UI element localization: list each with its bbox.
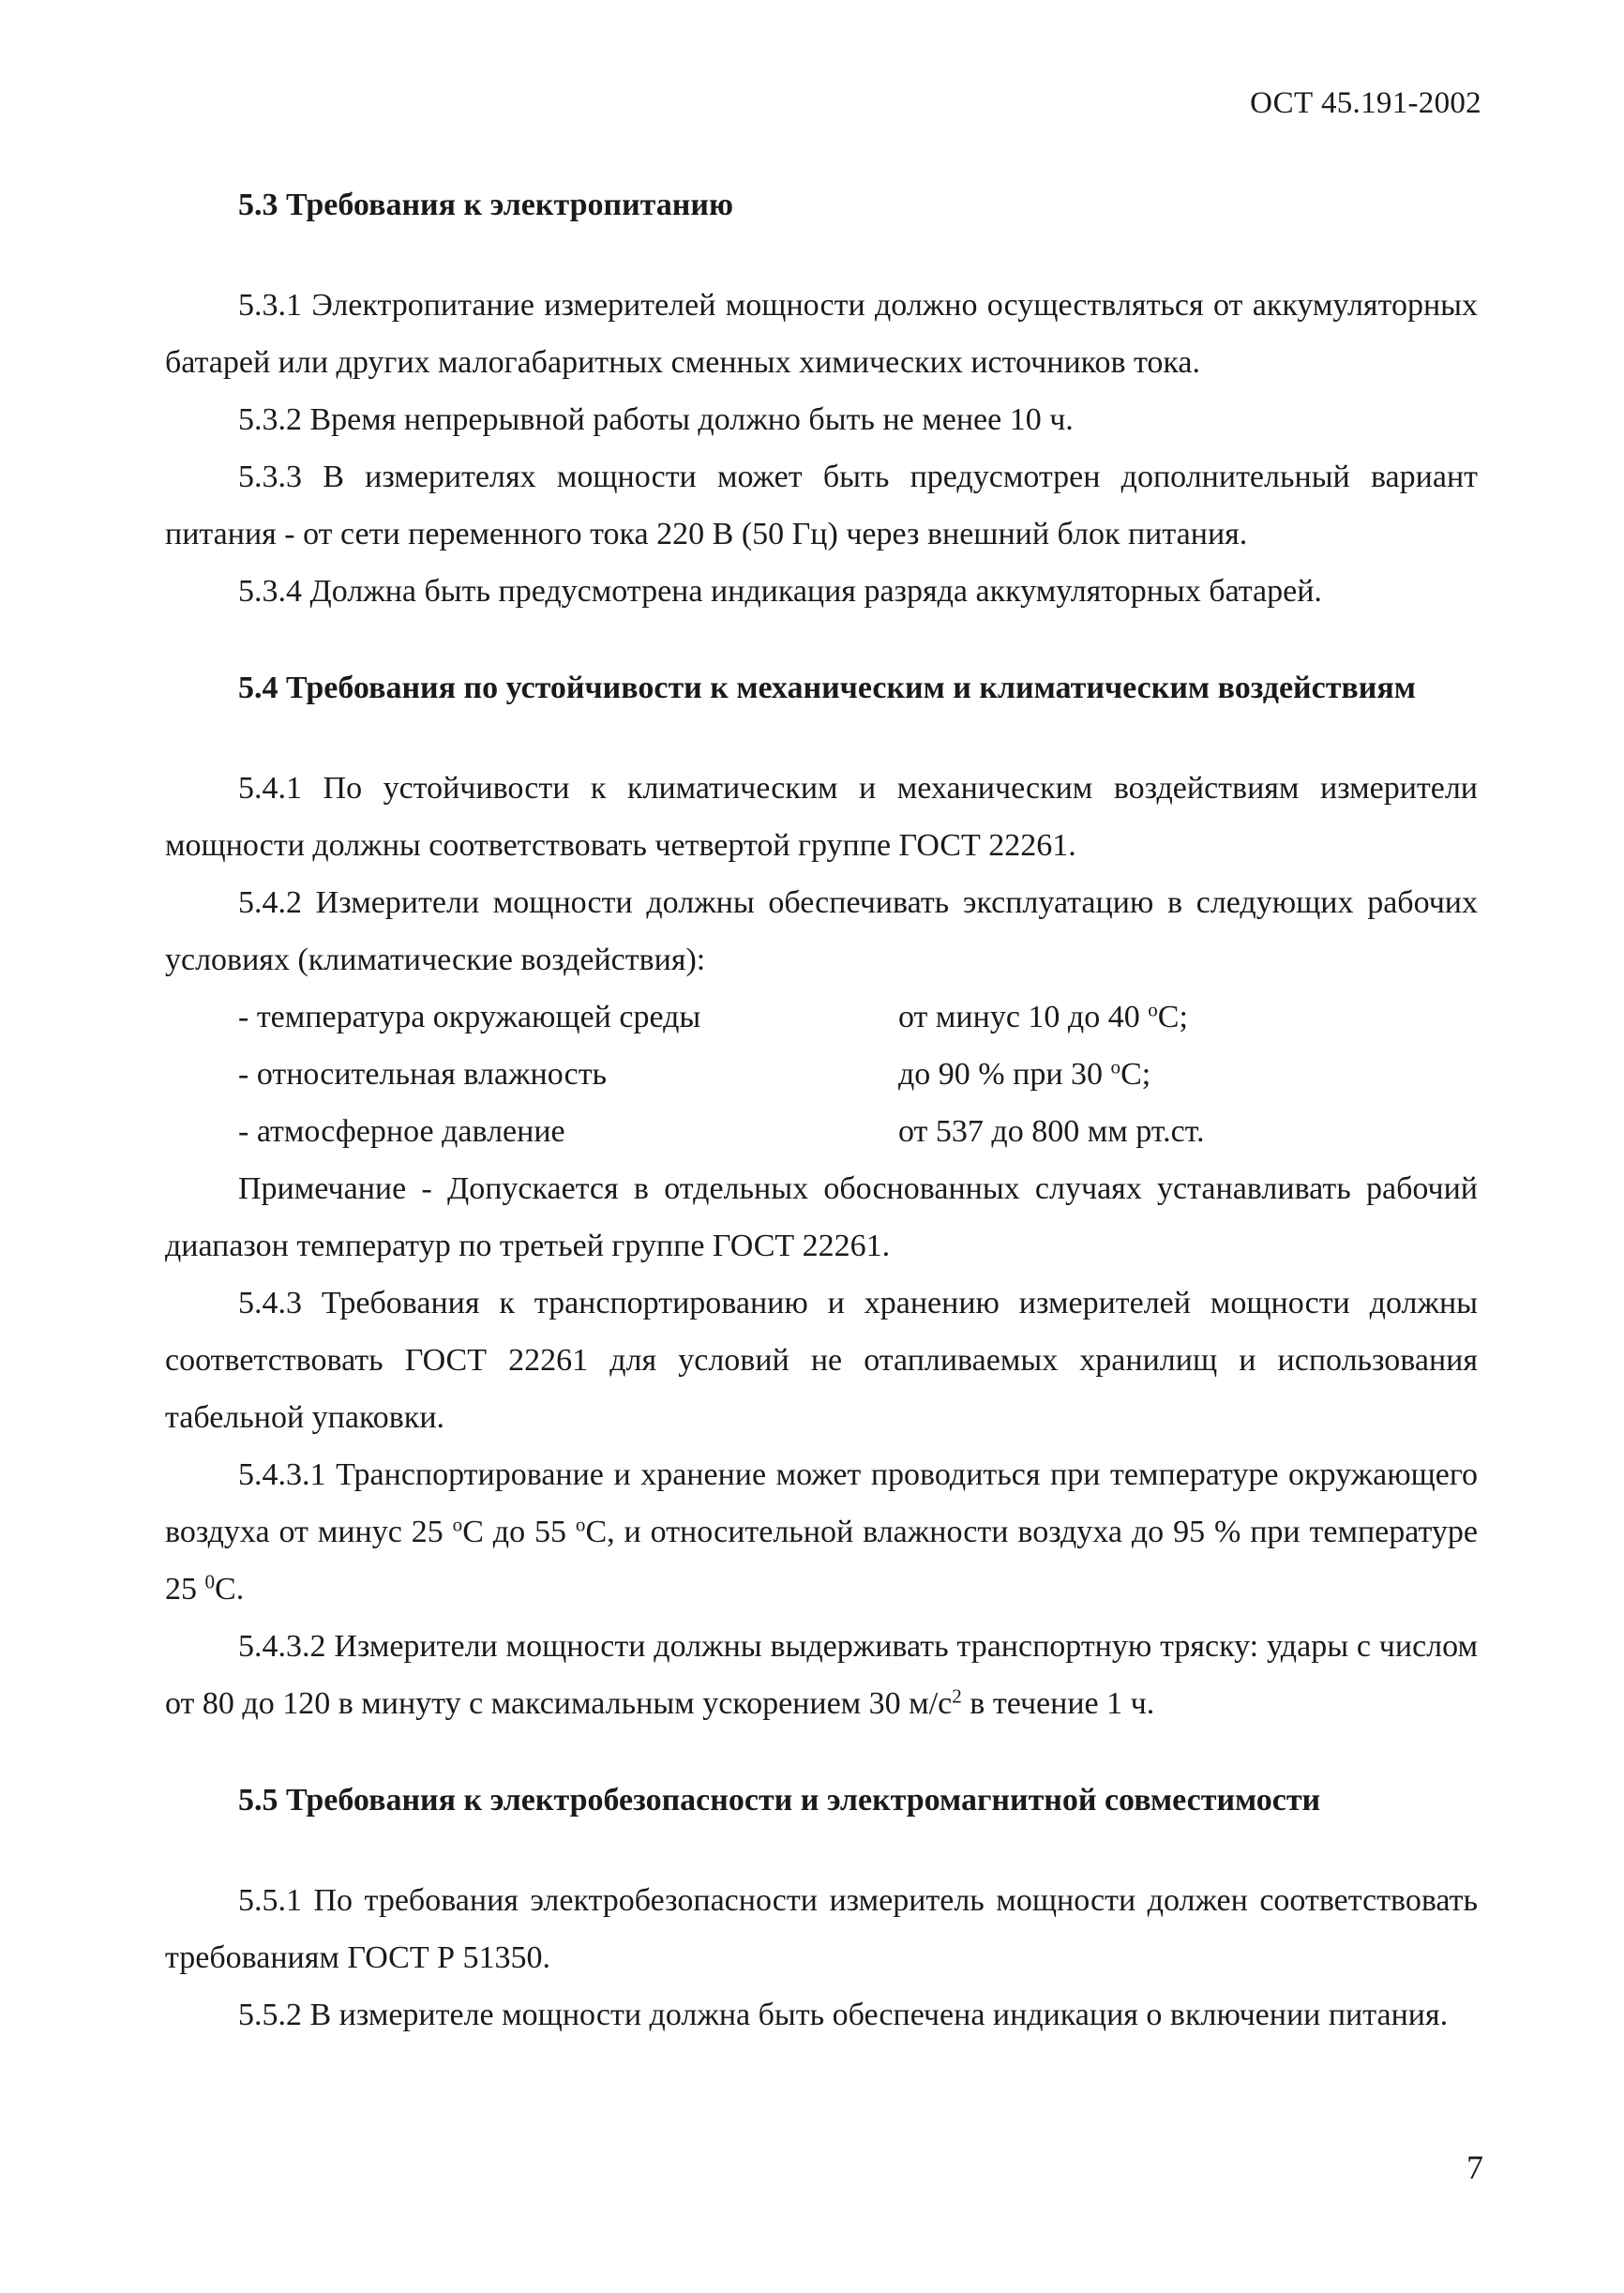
condition-row-temperature	[238, 988, 1478, 1046]
condition-row-humidity	[238, 1046, 1478, 1103]
condition-value: до 90 % при 30 $^o$С;	[898, 1055, 1151, 1092]
paragraph-5-5-2: 5.5.2 В измерителе мощности должна быть обеспечена индикация о включении питания.	[238, 1998, 1449, 2032]
paragraph-5-4-3: 5.4.3 Требования к транспортированию и хранению измерителей мощности должны соответствовать ГОСТ 22261 для условий не отапливаемых хранилищ и использования табельной упаковки.	[165, 1286, 1478, 1435]
paragraph-5-3-3: 5.3.3 В измерителях мощности может быть предусмотрен дополнительный вариант питания - от сети переменного тока 220 В (50 Гц) через внешний блок питания.	[165, 460, 1478, 551]
section-gap	[165, 620, 1478, 659]
condition-name: - атмосферное давление	[238, 1114, 565, 1149]
section-gap	[165, 1732, 1478, 1772]
paragraph-5-4-2: 5.4.2 Измерители мощности должны обеспечивать эксплуатацию в следующих рабочих условиях (климатические воздействия):	[165, 885, 1478, 977]
condition-row-pressure	[238, 1103, 1478, 1160]
document-code: ОСТ 45.191-2002	[1250, 86, 1481, 120]
page-number: 7	[1466, 2149, 1483, 2186]
condition-name: - температура окружающей среды	[238, 1000, 701, 1034]
paragraph-5-4-3-1: 5.4.3.1 Транспортирование и хранение может проводиться при температуре окружающего воздуха от минус 25 $^o$С до 55 $^o$С, и относительной влажности воздуха до 95 % при температуре 25 $^0$С.	[165, 1457, 1478, 1607]
section-5-4-heading: 5.4 Требования по устойчивости к механическим и климатическим воздействиям	[238, 671, 1416, 705]
section-5-3-heading: 5.3 Требования к электропитанию	[238, 188, 733, 222]
note-paragraph: Примечание - Допускается в отдельных обоснованных случаях устанавливать рабочий диапазон температур по третьей группе ГОСТ 22261.	[165, 1171, 1478, 1263]
paragraph-5-4-1: 5.4.1 По устойчивости к климатическим и механическим воздействиям измерители мощности должны соответствовать четвертой группе ГОСТ 22261.	[165, 771, 1478, 863]
paragraph-5-3-1: 5.3.1 Электропитание измерителей мощности должно осуществляться от аккумуляторных батарей или других малогабаритных сменных химических источников тока.	[165, 288, 1478, 380]
paragraph-5-3-4: 5.3.4 Должна быть предусмотрена индикация разряда аккумуляторных батарей.	[238, 574, 1322, 609]
condition-value: от минус 10 до 40 $^o$С;	[898, 998, 1188, 1034]
section-5-5-heading: 5.5 Требования к электробезопасности и электромагнитной совместимости	[238, 1783, 1321, 1818]
condition-name: - относительная влажность	[238, 1057, 608, 1092]
page-content	[165, 176, 1478, 2044]
paragraph-5-4-3-2: 5.4.3.2 Измерители мощности должны выдерживать транспортную тряску: удары с числом от 80 до 120 в минуту с максимальным ускорением 30 $м/с^2$ в течение 1 ч.	[165, 1629, 1478, 1721]
paragraph-5-3-2: 5.3.2 Время непрерывной работы должно быть не менее 10 ч.	[238, 402, 1074, 437]
paragraph-5-5-1: 5.5.1 По требования электробезопасности измеритель мощности должен соответствовать требованиям ГОСТ Р 51350.	[165, 1883, 1478, 1975]
condition-value: от 537 до 800 мм рт.ст.	[898, 1114, 1205, 1149]
